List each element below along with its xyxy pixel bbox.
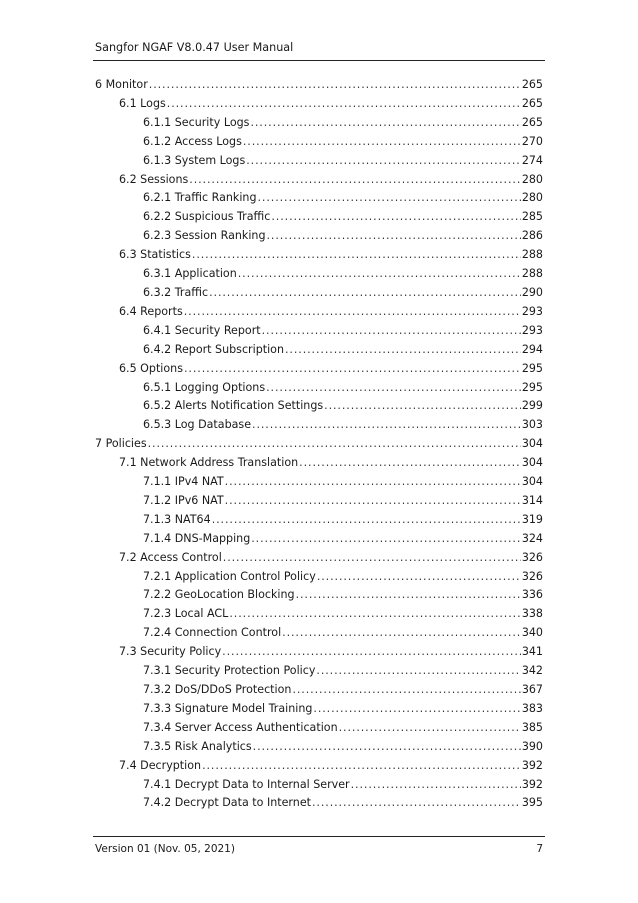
toc-entry[interactable] <box>95 492 543 511</box>
toc-entry-title: 6.1 Logs <box>119 96 166 110</box>
toc-entry[interactable] <box>95 246 543 265</box>
toc-entry[interactable] <box>95 757 543 776</box>
toc-entry[interactable] <box>95 681 543 700</box>
toc-dot-leader <box>250 114 520 133</box>
toc-entry-page: 340 <box>521 626 543 640</box>
toc-entry[interactable] <box>95 171 543 190</box>
toc-entry-page: 274 <box>521 153 543 167</box>
toc-entry[interactable] <box>95 549 543 568</box>
toc-entry[interactable] <box>95 265 543 284</box>
toc-entry-page: 295 <box>521 380 543 394</box>
page-header: Sangfor NGAF V8.0.47 User Manual <box>95 41 294 54</box>
toc-entry-title: 6.5.2 Alerts Notification Settings <box>143 399 324 413</box>
toc-entry-title: 6.5 Options <box>119 361 183 375</box>
toc-entry-title: 6.3 Statistics <box>119 248 191 262</box>
toc-entry-title: 6.1.2 Access Logs <box>143 134 242 148</box>
toc-entry[interactable] <box>95 95 543 114</box>
toc-entry[interactable] <box>95 322 543 341</box>
toc-entry-title: 6 Monitor <box>95 78 148 91</box>
toc-entry-page: 303 <box>521 418 543 432</box>
toc-entry[interactable] <box>95 208 543 227</box>
toc-entry-title: 6.3.2 Traffic <box>143 285 209 299</box>
toc-entry-title: 7.4 Decryption <box>119 758 202 772</box>
toc-entry-page: 280 <box>521 191 543 205</box>
toc-entry-title: 7.1 Network Address Translation <box>119 456 299 470</box>
toc-entry-title: 6.1.3 System Logs <box>143 153 246 167</box>
toc-entry[interactable] <box>95 189 543 208</box>
footer-page-number: 7 <box>536 843 543 855</box>
footer-rule <box>93 836 545 837</box>
toc-dot-leader <box>225 492 521 511</box>
toc-dot-leader <box>149 76 521 95</box>
toc-dot-leader <box>189 171 521 190</box>
toc-entry[interactable] <box>95 511 543 530</box>
toc-entry-page: 280 <box>521 172 543 186</box>
toc-entry-page: 341 <box>521 645 543 659</box>
toc-entry[interactable] <box>95 360 543 379</box>
toc-dot-leader <box>184 303 521 322</box>
toc-entry-title: 7.3 Security Policy <box>119 645 222 659</box>
toc-entry-title: 6.1.1 Security Logs <box>143 115 250 129</box>
toc-entry[interactable] <box>95 303 543 322</box>
toc-entry-title: 7.4.2 Decrypt Data to Internet <box>143 796 311 810</box>
toc-entry-title: 6.2 Sessions <box>119 172 189 186</box>
toc-dot-leader <box>292 681 520 700</box>
toc-dot-leader <box>253 738 521 757</box>
toc-entry-page: 270 <box>521 134 543 148</box>
toc-entry-title: 7.3.3 Signature Model Training <box>143 701 313 715</box>
toc-entry-title: 6.3.1 Application <box>143 267 237 281</box>
toc-entry[interactable] <box>95 152 543 171</box>
toc-entry-page: 392 <box>521 777 543 791</box>
toc-dot-leader <box>225 473 521 492</box>
toc-entry[interactable] <box>95 624 543 643</box>
toc-dot-leader <box>324 397 521 416</box>
toc-dot-leader <box>202 757 521 776</box>
footer-version: Version 01 (Nov. 05, 2021) <box>95 843 235 855</box>
toc-entry-page: 336 <box>521 588 543 602</box>
toc-dot-leader <box>243 133 521 152</box>
toc-entry-page: 392 <box>521 758 543 772</box>
toc-entry-page: 338 <box>521 607 543 621</box>
toc-entry-title: 7.3.2 DoS/DDoS Protection <box>143 683 292 696</box>
toc-entry-page: 295 <box>521 361 543 375</box>
toc-entry-title: 7.2.4 Connection Control <box>143 626 282 640</box>
toc-entry[interactable] <box>95 416 543 435</box>
toc-entry-page: 326 <box>521 550 543 564</box>
toc-entry[interactable] <box>95 719 543 738</box>
toc-dot-leader <box>229 605 520 624</box>
toc-entry[interactable] <box>95 776 543 795</box>
toc-entry-title: 6.4.2 Report Subscription <box>143 342 284 356</box>
toc-entry[interactable] <box>95 586 543 605</box>
toc-entry-page: 288 <box>521 267 543 281</box>
toc-entry[interactable] <box>95 605 543 624</box>
toc-entry-title: 6.2.2 Suspicious Traffic <box>143 210 271 224</box>
toc-dot-leader <box>271 208 520 227</box>
toc-entry-page: 290 <box>521 285 543 299</box>
toc-dot-leader <box>257 189 520 208</box>
toc-entry-title: 6.5.3 Log Database <box>143 418 252 432</box>
toc-entry-page: 265 <box>521 78 543 91</box>
toc-entry[interactable] <box>95 700 543 719</box>
toc-entry[interactable] <box>95 284 543 303</box>
toc-entry-title: 7.1.1 IPv4 NAT <box>143 475 224 489</box>
toc-dot-leader <box>262 322 521 341</box>
header-rule <box>93 60 545 61</box>
toc-dot-leader <box>251 530 521 549</box>
toc-entry[interactable] <box>95 114 543 133</box>
toc-dot-leader <box>223 549 521 568</box>
toc-entry-page: 288 <box>521 248 543 262</box>
toc-dot-leader <box>317 568 521 587</box>
toc-entry-title: 7.2.1 Application Control Policy <box>143 569 316 583</box>
toc-entry-title: 7.2.3 Local ACL <box>143 607 229 621</box>
toc-entry-page: 265 <box>521 115 543 129</box>
toc-entry-title: 7 Policies <box>95 437 147 451</box>
toc-dot-leader <box>313 700 520 719</box>
toc-entry-page: 304 <box>521 475 543 489</box>
toc-entry-page: 304 <box>521 456 543 470</box>
table-of-contents <box>95 76 543 813</box>
toc-entry-page: 304 <box>521 437 543 451</box>
toc-entry-title: 7.4.1 Decrypt Data to Internal Server <box>143 777 350 791</box>
toc-dot-leader <box>266 227 520 246</box>
toc-dot-leader <box>285 341 521 360</box>
toc-entry[interactable] <box>95 227 543 246</box>
toc-entry-page: 390 <box>521 739 543 753</box>
toc-entry[interactable] <box>95 133 543 152</box>
toc-dot-leader <box>299 454 521 473</box>
toc-dot-leader <box>184 360 521 379</box>
toc-entry[interactable] <box>95 76 543 95</box>
toc-entry[interactable] <box>95 662 543 681</box>
toc-dot-leader <box>296 586 521 605</box>
toc-entry-page: 395 <box>521 796 543 810</box>
toc-entry-page: 294 <box>521 342 543 356</box>
toc-entry-page: 385 <box>521 720 543 734</box>
toc-entry-page: 286 <box>521 229 543 243</box>
toc-entry-title: 6.2.1 Traffic Ranking <box>143 191 257 205</box>
toc-entry-page: 342 <box>521 664 543 678</box>
toc-entry-page: 326 <box>521 569 543 583</box>
toc-entry-title: 7.1.3 NAT64 <box>143 512 211 526</box>
toc-dot-leader <box>266 379 521 398</box>
toc-entry-page: 383 <box>521 701 543 715</box>
toc-dot-leader <box>351 776 521 795</box>
toc-entry-title: 6.4.1 Security Report <box>143 323 261 337</box>
toc-entry-title: 7.1.2 IPv6 NAT <box>143 493 224 507</box>
toc-entry-page: 314 <box>521 493 543 507</box>
toc-entry[interactable] <box>95 530 543 549</box>
toc-dot-leader <box>167 95 521 114</box>
toc-entry[interactable] <box>95 379 543 398</box>
toc-entry-title: 7.2.2 GeoLocation Blocking <box>143 588 295 602</box>
toc-entry[interactable] <box>95 643 543 662</box>
toc-entry-page: 324 <box>521 531 543 545</box>
toc-dot-leader <box>312 794 521 813</box>
toc-entry-title: 7.3.5 Risk Analytics <box>143 739 252 753</box>
toc-entry-page: 293 <box>521 304 543 318</box>
toc-dot-leader <box>339 719 521 738</box>
toc-entry-title: 7.3.1 Security Protection Policy <box>143 664 316 678</box>
toc-entry-page: 285 <box>521 210 543 224</box>
toc-dot-leader <box>316 662 520 681</box>
toc-dot-leader <box>148 435 521 454</box>
toc-entry-title: 7.2 Access Control <box>119 550 222 564</box>
toc-dot-leader <box>192 246 521 265</box>
toc-entry-title: 7.1.4 DNS-Mapping <box>143 531 251 545</box>
toc-entry-title: 6.2.3 Session Ranking <box>143 229 266 243</box>
toc-entry-page: 367 <box>521 683 543 696</box>
toc-entry[interactable] <box>95 435 543 454</box>
toc-entry[interactable] <box>95 397 543 416</box>
toc-dot-leader <box>252 416 521 435</box>
toc-entry-title: 6.5.1 Logging Options <box>143 380 266 394</box>
toc-dot-leader <box>209 284 521 303</box>
toc-dot-leader <box>246 152 521 171</box>
toc-entry-page: 265 <box>521 96 543 110</box>
toc-entry[interactable] <box>95 568 543 587</box>
toc-entry-title: 7.3.4 Server Access Authentication <box>143 720 338 734</box>
toc-entry-title: 6.4 Reports <box>119 304 183 318</box>
toc-entry-page: 299 <box>521 399 543 413</box>
toc-dot-leader <box>212 511 521 530</box>
toc-entry-page: 319 <box>521 512 543 526</box>
toc-dot-leader <box>222 643 521 662</box>
toc-entry-page: 293 <box>521 323 543 337</box>
toc-dot-leader <box>238 265 521 284</box>
toc-entry[interactable] <box>95 473 543 492</box>
toc-entry[interactable] <box>95 454 543 473</box>
toc-entry[interactable] <box>95 794 543 813</box>
toc-dot-leader <box>282 624 521 643</box>
toc-entry[interactable] <box>95 738 543 757</box>
toc-entry[interactable] <box>95 341 543 360</box>
